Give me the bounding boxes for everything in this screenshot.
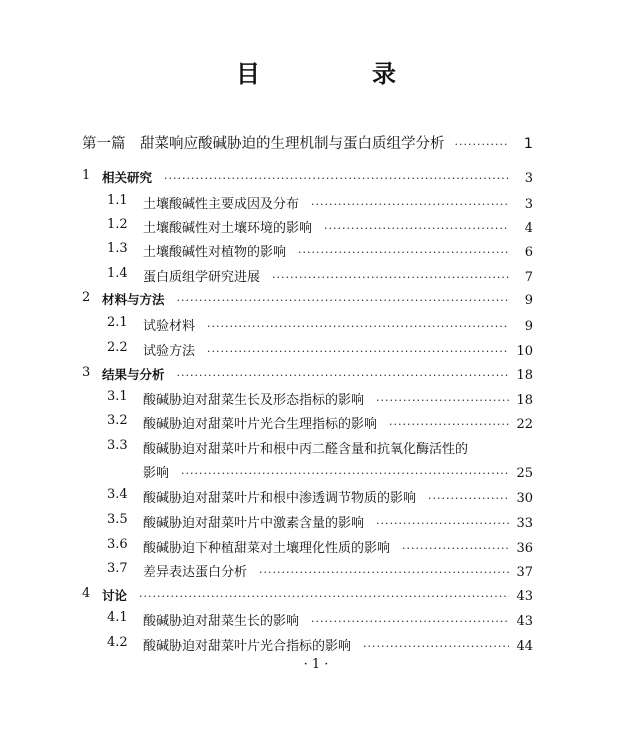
toc-page-number: 3 xyxy=(524,171,533,186)
toc-section-entry[interactable] xyxy=(0,635,632,654)
toc-section-entry[interactable] xyxy=(0,537,632,556)
toc-entry-number: 2.2 xyxy=(107,340,128,355)
leader-dots xyxy=(177,369,509,382)
toc-entry-label: 结果与分析 xyxy=(102,367,165,382)
toc-page-number: 43 xyxy=(516,589,533,604)
toc-page-number: 18 xyxy=(516,393,533,408)
toc-page-number: 7 xyxy=(524,270,533,285)
toc-page-number: 36 xyxy=(516,541,533,556)
toc-section-entry[interactable] xyxy=(0,561,632,580)
toc-page-number: 9 xyxy=(524,319,533,334)
leader-dots xyxy=(376,394,509,407)
toc-entry-label: 酸碱胁迫对甜菜叶片光合生理指标的影响 xyxy=(143,417,378,432)
page-title: 目 录 xyxy=(236,60,440,88)
toc-page-number: 37 xyxy=(516,565,533,580)
leader-dots xyxy=(311,198,509,211)
toc-entry-number: 3.5 xyxy=(107,512,128,527)
toc-entry-label: 土壤酸碱性对植物的影响 xyxy=(143,245,287,260)
toc-section-entry[interactable] xyxy=(0,487,632,506)
toc-section-entry[interactable] xyxy=(0,340,632,359)
page-footer: · 1 · xyxy=(303,657,329,672)
toc-entry-number: 2.1 xyxy=(107,315,128,330)
toc-entry-number: 1.4 xyxy=(107,266,128,281)
toc-page-number: 18 xyxy=(516,368,533,383)
toc-page-number: 25 xyxy=(516,466,533,481)
toc-page-number: 33 xyxy=(516,516,533,531)
toc-page-number: 9 xyxy=(524,293,533,308)
toc-section-entry[interactable] xyxy=(0,315,632,334)
leader-dots xyxy=(428,492,509,505)
toc-section-entry[interactable] xyxy=(0,438,632,457)
leader-dots xyxy=(376,517,509,530)
toc-entry-number: 3.7 xyxy=(107,561,128,576)
toc-entry-label: 酸碱胁迫下种植甜菜对土壤理化性质的影响 xyxy=(143,541,391,556)
toc-section-entry[interactable] xyxy=(0,241,632,260)
toc-entry-number: 1 xyxy=(82,168,91,183)
toc-page-number: 4 xyxy=(524,221,533,236)
toc-entry-label: 酸碱胁迫对甜菜叶片和根中渗透调节物质的影响 xyxy=(143,491,417,506)
toc-section-entry[interactable] xyxy=(0,512,632,531)
toc-entry-label: 蛋白质组学研究进展 xyxy=(143,270,261,285)
leader-dots xyxy=(324,222,509,235)
toc-entry-number: 1.3 xyxy=(107,241,128,256)
toc-entry-label: 酸碱胁迫对甜菜叶片和根中丙二醛含量和抗氧化酶活性的 xyxy=(143,442,469,457)
toc-entry-number: 3.6 xyxy=(107,537,128,552)
toc-page-number: 6 xyxy=(524,245,533,260)
toc-chapter-entry[interactable] xyxy=(0,586,632,604)
leader-dots xyxy=(389,418,509,431)
toc-entry-label: 试验方法 xyxy=(143,344,196,359)
leader-dots xyxy=(177,294,509,307)
toc-entry-number: 2 xyxy=(82,290,91,305)
toc-section-entry[interactable] xyxy=(0,413,632,432)
toc-section-entry[interactable] xyxy=(0,217,632,236)
leader-dots xyxy=(164,172,509,185)
toc-entry-label: 材料与方法 xyxy=(102,292,165,307)
toc-entry-label: 酸碱胁迫对甜菜叶片光合指标的影响 xyxy=(143,639,352,654)
toc-entry-label: 影响 xyxy=(143,466,170,481)
leader-dots xyxy=(139,590,509,603)
toc-page-number: 22 xyxy=(516,417,533,432)
leader-dots xyxy=(455,138,510,151)
toc-entry-number: 3.3 xyxy=(107,438,128,453)
toc-entry-number: 1.2 xyxy=(107,217,128,232)
toc-page-number: 44 xyxy=(516,639,533,654)
toc-entry-label: 土壤酸碱性主要成因及分布 xyxy=(143,197,300,212)
toc-entry-number: 4.1 xyxy=(107,610,128,625)
toc-chapter-entry[interactable] xyxy=(0,290,632,308)
toc-entry-label: 酸碱胁迫对甜菜生长及形态指标的影响 xyxy=(143,393,365,408)
leader-dots xyxy=(272,271,509,284)
toc-entry-label: 讨论 xyxy=(102,588,128,603)
toc-page-number: 3 xyxy=(524,197,533,212)
toc-entry-number: 3.4 xyxy=(107,487,128,502)
toc-page-number: 30 xyxy=(516,491,533,506)
toc-entry-label: 酸碱胁迫对甜菜生长的影响 xyxy=(143,614,300,629)
leader-dots xyxy=(181,467,509,480)
leader-dots xyxy=(207,320,509,333)
leader-dots xyxy=(363,640,509,653)
toc-part-entry[interactable] xyxy=(0,132,632,153)
leader-dots xyxy=(402,542,509,555)
toc-section-entry[interactable] xyxy=(0,610,632,629)
toc-entry-number: 4.2 xyxy=(107,635,128,650)
toc-entry-label: 酸碱胁迫对甜菜叶片中激素含量的影响 xyxy=(143,516,365,531)
toc-section-entry[interactable] xyxy=(0,389,632,408)
toc-page-number: 1 xyxy=(523,136,533,152)
toc-section-entry[interactable] xyxy=(0,462,632,481)
toc-entry-label: 相关研究 xyxy=(102,170,153,185)
leader-dots xyxy=(311,615,509,628)
toc-entry-label: 土壤酸碱性对土壤环境的影响 xyxy=(143,221,313,236)
toc-page-number: 10 xyxy=(516,344,533,359)
toc-entry-label: 差异表达蛋白分析 xyxy=(143,565,248,580)
leader-dots xyxy=(298,246,509,259)
toc-entry-number: 1.1 xyxy=(107,193,128,208)
toc-entry-number: 3 xyxy=(82,365,91,380)
toc-entry-label: 试验材料 xyxy=(143,319,196,334)
toc-section-entry[interactable] xyxy=(0,266,632,285)
toc-chapter-entry[interactable] xyxy=(0,168,632,186)
toc-part-label: 第一篇 甜菜响应酸碱胁迫的生理机制与蛋白质组学分析 xyxy=(82,136,445,152)
toc-entry-number: 3.1 xyxy=(107,389,128,404)
toc-section-entry[interactable] xyxy=(0,193,632,212)
toc-entry-number: 4 xyxy=(82,586,91,601)
toc-chapter-entry[interactable] xyxy=(0,365,632,383)
leader-dots xyxy=(207,345,509,358)
toc-entry-number: 3.2 xyxy=(107,413,128,428)
toc-page-number: 43 xyxy=(516,614,533,629)
leader-dots xyxy=(259,566,509,579)
